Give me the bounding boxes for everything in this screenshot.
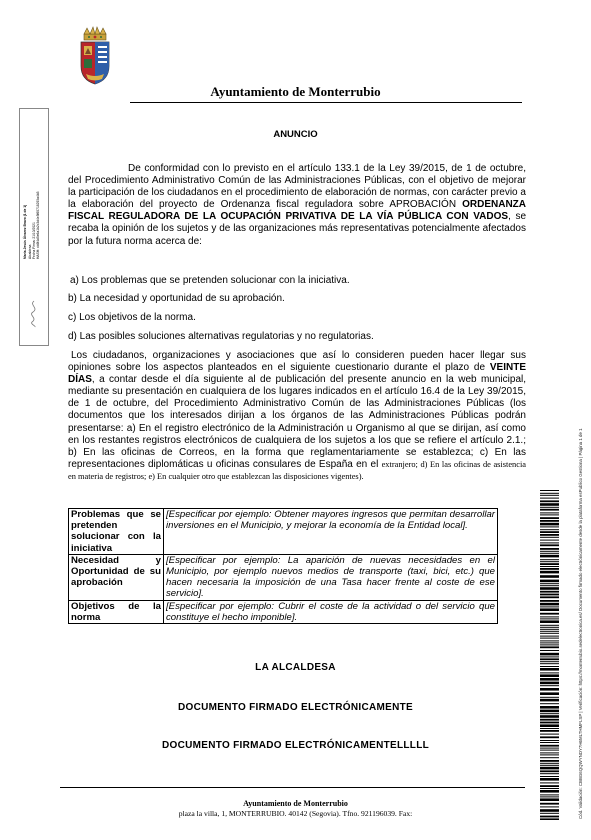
barcode-bar (540, 776, 559, 777)
barcode-bar (540, 740, 559, 741)
barcode-bar (540, 697, 559, 698)
barcode-bar (540, 763, 559, 764)
barcode-bar (540, 534, 559, 536)
barcode-bar (540, 638, 559, 639)
barcode-bar (540, 722, 559, 724)
barcode-bar (540, 540, 559, 541)
barcode-bar (540, 551, 559, 552)
barcode-bar (540, 531, 559, 533)
barcode-bar (540, 757, 559, 758)
coat-of-arms-logo (78, 26, 112, 86)
barcode-bar (540, 555, 559, 558)
barcode-bar (540, 644, 559, 645)
ordinance-title: ORDENANZA FISCAL REGULADORA DE LA OCUPACIÓN PRIVATIVA DE LA VÍA PÚBLICA CON VADOS (68, 199, 527, 223)
list-item-c: c) Los objetivos de la norma. (68, 312, 196, 323)
barcode-bar (540, 495, 559, 496)
barcode-bar (540, 526, 559, 527)
barcode-bar (540, 656, 559, 657)
barcode-bar (540, 796, 559, 797)
barcode-bar (540, 699, 559, 702)
barcode-bar (540, 620, 559, 623)
barcode-bar (540, 719, 559, 721)
barcode-bar (540, 575, 559, 578)
barcode-bar (540, 806, 559, 807)
footer-rule (60, 787, 525, 788)
barcode-bar (540, 767, 559, 770)
barcode-bar (540, 544, 559, 546)
barcode-bar (540, 706, 559, 709)
barcode-bar (540, 606, 559, 607)
barcode-bar (540, 636, 559, 637)
barcode-bar (540, 542, 559, 543)
barcode-bar (540, 498, 559, 499)
table-row (69, 554, 498, 600)
table-label: Problemas que se pretenden solucionar con la iniciativa (69, 509, 164, 555)
barcode-bar (540, 618, 559, 619)
barcode-bar (540, 600, 559, 602)
list-item-b: b) La necesidad y oportunidad de su aprobación. (68, 293, 285, 304)
barcode-bar (540, 672, 559, 673)
barcode-bar (540, 629, 559, 630)
barcode-bar (540, 493, 559, 494)
barcode-bar (540, 490, 559, 491)
header-title: Ayuntamiento de Monterrubio (210, 84, 381, 99)
barcode-bar (540, 750, 559, 751)
header-rule (130, 102, 522, 103)
barcode-bar (540, 661, 559, 662)
barcode-bar (540, 798, 559, 801)
intro-text: De conformidad con lo previsto en el artículo 133.1 de la Ley 39/2015, de 1 de octubre, del Procedimiento Administrativo Común de las Administraciones Públicas, con el objetivo de mejorar la participación de los ciudadanos en el procedimiento de elaboración de normas, con carácter previo a la elaboración del proyecto de Ordenanza fiscal reguladora sobre APROBACIÓN (68, 163, 526, 211)
barcode-bar (540, 782, 559, 783)
barcode-bar (540, 596, 559, 598)
barcode-bar (540, 678, 559, 681)
signature-hash: HASH: cb9f4d5e6a1b2c3d4e5f60718293a4b5 (36, 191, 40, 259)
body-text-mid: , a contar desde el día siguiente al de publicación del presente anuncio en la web municipal, mediante su presentación en cualquiera de los lugares indicados en el artículo 16.4 de la Ley 39/2015, de 1 de octubre, del Procedimiento Administrativo Común de las Administraciones Públicas (los documentos que los interesados dirijan a los órganos de las Administraciones Públicas podrán presentarse: a) En el registro electrónico de la Administración u Organismo al que se dirijan, así como en los restantes registros electrónicos de cualquiera de los sujetos a los que se refiere el artículo 2.1.; b) En las oficinas de Correos, en la forma que reglamentariamente se establezca; c) En las representaciones diplomáticas u oficinas consulares de España en el (68, 374, 526, 470)
barcode-bar (540, 748, 559, 749)
barcode-bar (540, 754, 559, 755)
barcode-bar (540, 770, 559, 772)
questionnaire-table (68, 508, 498, 624)
term-text: VEINTE DÍAS (68, 362, 526, 386)
barcode-bar (540, 736, 559, 738)
barcode-bar (540, 591, 559, 593)
barcode-bar (540, 627, 559, 628)
barcode-bar (540, 523, 559, 526)
barcode-bar (540, 548, 559, 550)
barcode-bar (540, 790, 559, 793)
signed-notice: DOCUMENTO FIRMADO ELECTRÓNICAMENTE (177, 702, 413, 713)
barcode-bar (540, 809, 559, 812)
barcode-bar (540, 583, 559, 584)
barcode-bar (540, 765, 559, 766)
barcode-bar (540, 529, 559, 530)
list-item-a: a) Los problemas que se pretenden solucionar con la iniciativa. (70, 275, 350, 286)
barcode-bar (540, 794, 559, 795)
barcode-bar (540, 640, 559, 641)
barcode-bar (540, 710, 559, 713)
barcode-bar (540, 507, 559, 508)
barcode-bar (540, 778, 559, 781)
table-row (69, 600, 498, 623)
barcode-bar (540, 568, 559, 570)
barcode-bar (540, 642, 559, 643)
signer-title: LA ALCALDESA (255, 662, 336, 673)
signed-notice-repeat: DOCUMENTO FIRMADO ELECTRÓNICAMENTELLLLL (161, 740, 430, 751)
barcode-bar (540, 715, 559, 718)
barcode-bar (540, 631, 559, 632)
barcode-bar (540, 813, 559, 814)
barcode-bar (540, 650, 559, 651)
barcode-bar (540, 713, 559, 714)
barcode-bar (540, 503, 559, 506)
barcode-bar (540, 785, 559, 787)
intro-paragraph (68, 163, 526, 248)
barcode-bar (540, 594, 559, 596)
barcode-bar (540, 734, 559, 735)
barcode-bar (540, 563, 559, 565)
body-text-tail: extranjero; d) En las oficinas de asistencia en materia de registros; e) En cualquier otro que establezcan las disposiciones vigentes). (68, 459, 526, 481)
barcode-bar (540, 773, 559, 774)
signature-role: Alcaldesa (28, 244, 32, 259)
table-row (69, 509, 498, 555)
barcode-bar (540, 625, 559, 626)
barcode-bar (540, 500, 559, 502)
barcode-bar (540, 663, 559, 664)
barcode-bar (540, 760, 559, 762)
barcode-bar (540, 566, 559, 567)
document-heading: ANUNCIO (273, 129, 318, 140)
signature-scribble-icon (26, 299, 42, 329)
table-value: [Especificar por ejemplo: Cubrir el coste de la actividad o del servicio que constituye el hecho imponible]. (164, 600, 498, 623)
barcode-bar (540, 653, 559, 656)
barcode-bar (540, 517, 559, 519)
barcode-bar (540, 668, 559, 671)
barcode-bar (540, 803, 559, 805)
barcode-bar (540, 509, 559, 511)
footer-name: Ayuntamiento de Monterrubio (243, 799, 348, 808)
body-paragraph (68, 350, 526, 483)
barcode-bar (540, 512, 559, 513)
verification-text: Cód. Validación: CBBG6QQWYNDY7H6MLTHMFLSP | Verificación: https://monterrubio.sedelectronica.es/ Documento firmado electrónicamente desde la plataforma esPublico Gestiona | Página 1 de 1 (578, 428, 583, 819)
barcode-bar (540, 682, 559, 685)
table-label: Necesidad y Oportunidad de su aprobación (69, 554, 164, 600)
barcode-bar (540, 514, 559, 515)
table-value: [Especificar por ejemplo: Obtener mayores ingresos que permitan desarrollar inversiones en el Municipio, y mejorar la economía de la Entidad local]. (164, 509, 498, 555)
table-value: [Especificar por ejemplo: La aparición de nuevas necesidades en el Municipio, por ejemplo nuevos medios de transporte (taxi, bici, etc.) que hacen necesaria la imposición de una Tasa hacer frente al coste de ese servicio]. (164, 554, 498, 600)
barcode-bar (540, 728, 559, 729)
table-label: Objetivos de la norma (69, 600, 164, 623)
signature-date: Fecha Firma: 21/10/2021 (32, 222, 36, 259)
barcode-bar (540, 603, 559, 606)
barcode-bar (540, 730, 559, 732)
barcode-bar (540, 633, 559, 634)
barcode-bar (540, 580, 559, 583)
body-text: Los ciudadanos, organizaciones y asociaciones que así lo consideren pueden hacer llegar sus opiniones sobre los aspectos planteados en el siguiente cuestionario durante el plazo de (68, 350, 526, 374)
barcode-bar (540, 537, 559, 538)
barcode-bar (540, 745, 559, 747)
barcode-bar (540, 752, 559, 753)
signature-signer: María Jesús Álvarez Bravo (1 de 1) (23, 204, 27, 259)
barcode-bar (540, 742, 559, 743)
barcode-bar (540, 703, 559, 704)
barcode-bar (540, 587, 559, 590)
signature-box (19, 108, 49, 346)
barcode-bar (540, 666, 559, 667)
barcode-bar (540, 692, 559, 695)
barcode-bar (540, 646, 559, 648)
barcode-bar (540, 585, 559, 586)
barcode-bar (540, 688, 559, 691)
barcode-bar (540, 571, 559, 574)
barcode-bar (540, 818, 559, 820)
barcode-bar (540, 561, 559, 562)
barcode-bar (540, 616, 559, 617)
barcode-bar (540, 520, 559, 522)
barcode-bar (540, 685, 559, 686)
barcode-bar (540, 724, 559, 727)
barcode-bar (540, 613, 559, 615)
barcode-bar (540, 553, 559, 554)
barcode-bar (540, 674, 559, 677)
intro-text-end: , se recaba la opinión de los sujetos y de las organizaciones más representativas potencialmente afectados por la futura norma acerca de: (68, 211, 527, 247)
barcode-bar (540, 608, 559, 611)
barcode-bar (540, 658, 559, 660)
barcode-bar (540, 816, 559, 818)
barcode-bar (540, 559, 559, 560)
barcode (540, 490, 559, 820)
barcode-bar (540, 788, 559, 789)
list-item-d: d) Las posibles soluciones alternativas regulatorias y no regulatorias. (68, 331, 374, 342)
footer-address: plaza la villa, 1, MONTERRUBIO. 40142 (Segovia). Tfno. 921196039. Fax: (178, 809, 413, 818)
